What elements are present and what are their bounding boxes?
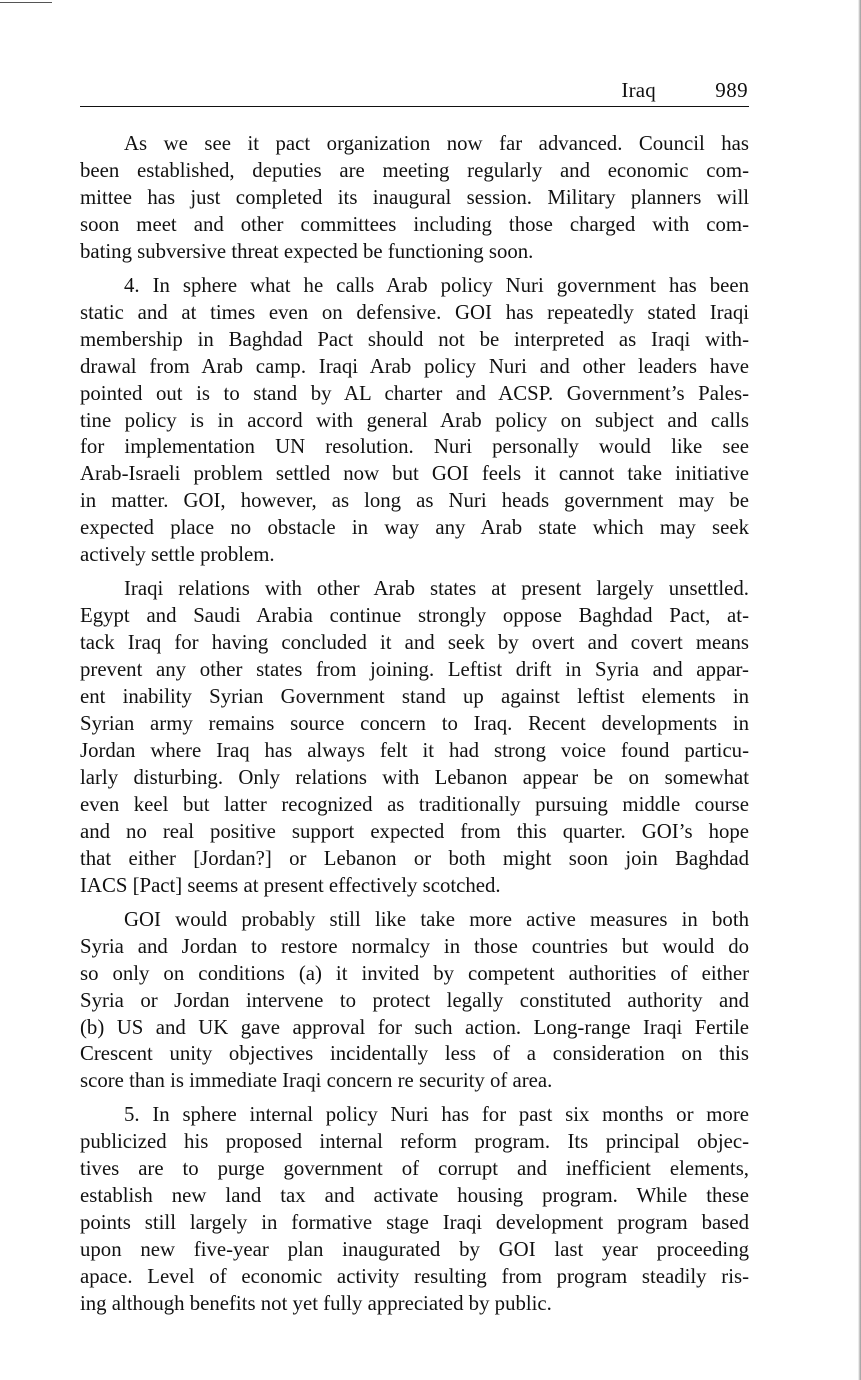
running-head [80, 78, 749, 107]
text-line: 4. In sphere what he calls Arab policy Nuri government has been [124, 273, 749, 297]
text-line: expected place no obstacle in way any Arab state which may seek [80, 516, 749, 540]
text-line: upon new five-year plan inaugurated by GOI last year proceeding [80, 1238, 749, 1262]
text-line: that either [Jordan?] or Lebanon or both might soon join Baghdad [80, 846, 749, 870]
text-line: so only on conditions (a) it invited by competent authorities of either [80, 961, 749, 985]
crop-mark [0, 2, 52, 3]
text-line: establish new land tax and activate housing program. While these [80, 1184, 749, 1208]
text-line: tack Iraq for having concluded it and seek by overt and covert means [80, 631, 749, 655]
text-line: for implementation UN resolution. Nuri personally would like see [80, 435, 749, 459]
text-line: IACS [Pact] seems at present effectively scotched. [80, 873, 501, 897]
text-line: ing although benefits not yet fully appreciated by public. [80, 1292, 552, 1316]
text-line: tine policy is in accord with general Arab policy on subject and calls [80, 408, 749, 432]
text-line: larly disturbing. Only relations with Lebanon appear be on somewhat [80, 765, 749, 789]
text-line: Crescent unity objectives incidentally less of a consideration on this [80, 1042, 749, 1066]
text-line: GOI would probably still like take more active measures in both [124, 907, 749, 931]
text-line: pointed out is to stand by AL charter and ACSP. Government’s Pales- [80, 381, 749, 405]
paragraph [80, 273, 749, 569]
text-line: Iraqi relations with other Arab states at present largely unsettled. [124, 577, 749, 601]
text-line: ent inability Syrian Government stand up against leftist elements in [80, 685, 749, 709]
text-line: soon meet and other committees including those charged with com- [80, 212, 749, 236]
text-line: bating subversive threat expected be functioning soon. [80, 239, 534, 263]
text-line: been established, deputies are meeting regularly and economic com- [80, 158, 749, 182]
text-line: As we see it pact organization now far advanced. Council has [124, 132, 749, 155]
text-line: apace. Level of economic activity resulting from program steadily ris- [80, 1265, 749, 1289]
text-line: Syria or Jordan intervene to protect legally constituted authority and [80, 988, 749, 1012]
text-line: in matter. GOI, however, as long as Nuri heads government may be [80, 489, 749, 513]
paragraph [80, 576, 749, 899]
text-line: even keel but latter recognized as traditionally pursuing middle course [80, 792, 749, 816]
text-line: Syrian army remains source concern to Iraq. Recent developments in [80, 712, 749, 736]
paragraph [80, 907, 749, 1096]
text-line: (b) US and UK gave approval for such action. Long-range Iraqi Fertile [80, 1015, 749, 1039]
running-head-title: Iraq [621, 78, 656, 102]
text-line: drawal from Arab camp. Iraqi Arab policy Nuri and other leaders have [80, 354, 749, 378]
text-line: Syria and Jordan to restore normalcy in those countries but would do [80, 934, 749, 958]
paragraph [80, 131, 749, 266]
text-line: Arab-Israeli problem settled now but GOI feels it cannot take initiative [80, 462, 749, 486]
text-line: actively settle problem. [80, 543, 275, 567]
text-line: score than is immediate Iraqi concern re security of area. [80, 1069, 553, 1093]
text-line: tives are to purge government of corrupt and inefficient elements, [80, 1157, 749, 1181]
text-line: points still largely in formative stage Iraqi development program based [80, 1211, 749, 1235]
body-text [80, 131, 749, 1325]
text-line: mittee has just completed its inaugural session. Military planners will [80, 185, 749, 209]
text-line: Egypt and Saudi Arabia continue strongly oppose Baghdad Pact, at- [80, 604, 749, 628]
text-line: and no real positive support expected from this quarter. GOI’s hope [80, 819, 749, 843]
text-line: Jordan where Iraq has always felt it had strong voice found particu- [80, 738, 749, 762]
text-line: static and at times even on defensive. GOI has repeatedly stated Iraqi [80, 300, 749, 324]
text-line: 5. In sphere internal policy Nuri has for past six months or more [124, 1103, 749, 1127]
paragraph [80, 1102, 749, 1318]
text-line: publicized his proposed internal reform program. Its principal objec- [80, 1130, 749, 1154]
page-number: 989 [715, 78, 748, 102]
text-line: prevent any other states from joining. Leftist drift in Syria and appar- [80, 658, 749, 682]
text-line: membership in Baghdad Pact should not be interpreted as Iraqi with- [80, 327, 749, 351]
